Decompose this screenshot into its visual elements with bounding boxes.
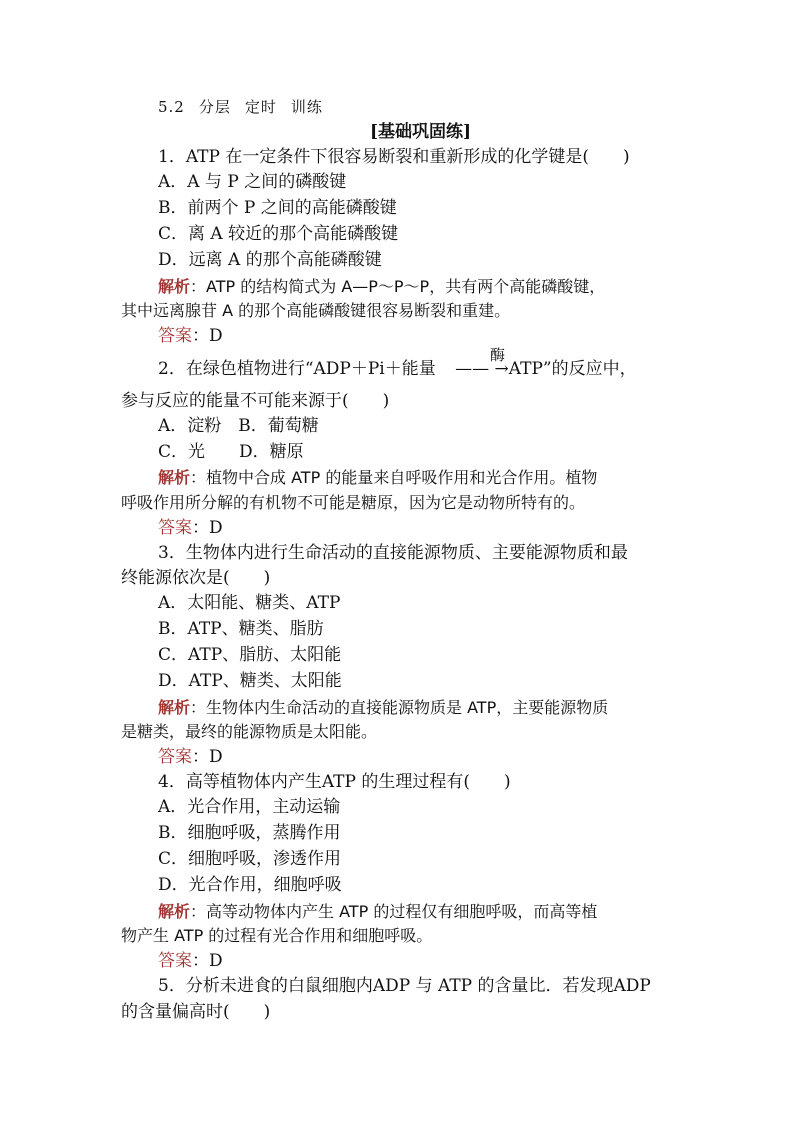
q1-analysis: [158, 276, 605, 298]
q2-answer-label: 答案: [158, 518, 192, 538]
q2-analysis-line-1: ：植物中合成 ATP 的能量来自呼吸作用和光合作用。植物: [190, 468, 598, 487]
q4-analysis-line-2: 物产生 ATP 的过程有光合作用和细胞呼吸。: [121, 926, 433, 945]
q1-option-a: A．A 与 P 之间的磷酸键: [158, 172, 347, 192]
q3-option-d: D．ATP、糖类、太阳能: [158, 671, 342, 691]
q2-options-ab: A．淀粉 B．葡萄糖: [158, 416, 319, 436]
q3-stem-line-1: 3．生物体内进行生命活动的直接能源物质、主要能源物质和最: [158, 543, 628, 563]
q2-stem-part-2: —— →ATP”的反应中，: [455, 359, 637, 379]
q2-answer: [158, 517, 223, 539]
q5-stem-line-2: 的含量偏高时( ): [121, 1002, 271, 1022]
q4-analysis: [158, 901, 597, 923]
header-word-2: 定时: [244, 98, 277, 116]
q2-analysis-label: 解析: [158, 468, 191, 487]
q1-option-b: B．前两个 P 之间的高能磷酸键: [158, 198, 397, 218]
q3-option-a: A．太阳能、糖类、ATP: [158, 593, 341, 613]
header-word-3: 训练: [290, 98, 323, 116]
q2-stem-part-1: 2．在绿色植物进行“ADP＋Pi＋能量: [158, 359, 436, 379]
q4-answer-label: 答案: [158, 951, 192, 971]
lesson-header: [158, 96, 323, 118]
q1-answer-value: ：D: [192, 326, 223, 346]
q2-stem-line-1: [158, 358, 637, 380]
q4-option-d: D．光合作用，细胞呼吸: [158, 875, 342, 895]
q1-option-d: D．远离 A 的那个高能磷酸键: [158, 250, 382, 270]
q1-analysis-line-2: 其中远离腺苷 A 的那个高能磷酸键很容易断裂和重建。: [121, 301, 511, 320]
q4-analysis-line-1: ：高等动物体内产生 ATP 的过程仅有细胞呼吸，而高等植: [190, 902, 598, 921]
q1-stem: 1．ATP 在一定条件下很容易断裂和重新形成的化学键是( ): [158, 147, 630, 167]
q3-answer-value: ：D: [192, 747, 223, 767]
section-number: 5.2: [158, 98, 185, 116]
q4-answer: [158, 950, 223, 972]
q1-analysis-line-1: ：ATP 的结构简式为 A—P～P～P，共有两个高能磷酸键，: [190, 277, 606, 296]
q3-stem-line-2: 终能源依次是( ): [121, 568, 271, 588]
q4-answer-value: ：D: [192, 951, 223, 971]
q5-stem-line-1: 5．分析未进食的白鼠细胞内ADP 与 ATP 的含量比．若发现ADP: [158, 976, 651, 996]
q2-answer-value: ：D: [192, 518, 223, 538]
section-title: [基础巩固练]: [370, 122, 472, 142]
q4-option-c: C．细胞呼吸，渗透作用: [158, 849, 342, 869]
q3-answer: [158, 746, 223, 768]
q3-option-c: C．ATP、脂肪、太阳能: [158, 645, 342, 665]
q3-analysis-line-1: ：生物体内生命活动的直接能源物质是 ATP，主要能源物质: [190, 698, 609, 717]
q1-analysis-label: 解析: [158, 277, 191, 296]
header-word-1: 分层: [198, 98, 231, 116]
q2-stem-line-2: 参与反应的能量不可能来源于( ): [121, 391, 390, 411]
q2-enzyme-label: 酶: [490, 346, 506, 364]
q4-option-b: B．细胞呼吸，蒸腾作用: [158, 823, 341, 843]
q3-option-b: B．ATP、糖类、脂肪: [158, 619, 324, 639]
q2-options-cd: C．光 D．糖原: [158, 442, 304, 462]
q3-answer-label: 答案: [158, 747, 192, 767]
q3-analysis-label: 解析: [158, 698, 191, 717]
q1-answer: [158, 325, 223, 347]
q4-analysis-label: 解析: [158, 902, 191, 921]
q3-analysis-line-2: 是糖类，最终的能源物质是太阳能。: [121, 722, 378, 741]
q4-option-a: A．光合作用，主动运输: [158, 797, 341, 817]
q1-answer-label: 答案: [158, 326, 192, 346]
q3-analysis: [158, 697, 608, 719]
q1-option-c: C．离 A 较近的那个高能磷酸键: [158, 224, 399, 244]
q4-stem: 4．高等植物体内产生ATP 的生理过程有( ): [158, 772, 511, 792]
q2-analysis: [158, 467, 597, 489]
q2-analysis-line-2: 呼吸作用所分解的有机物不可能是糖原，因为它是动物所特有的。: [121, 493, 586, 512]
